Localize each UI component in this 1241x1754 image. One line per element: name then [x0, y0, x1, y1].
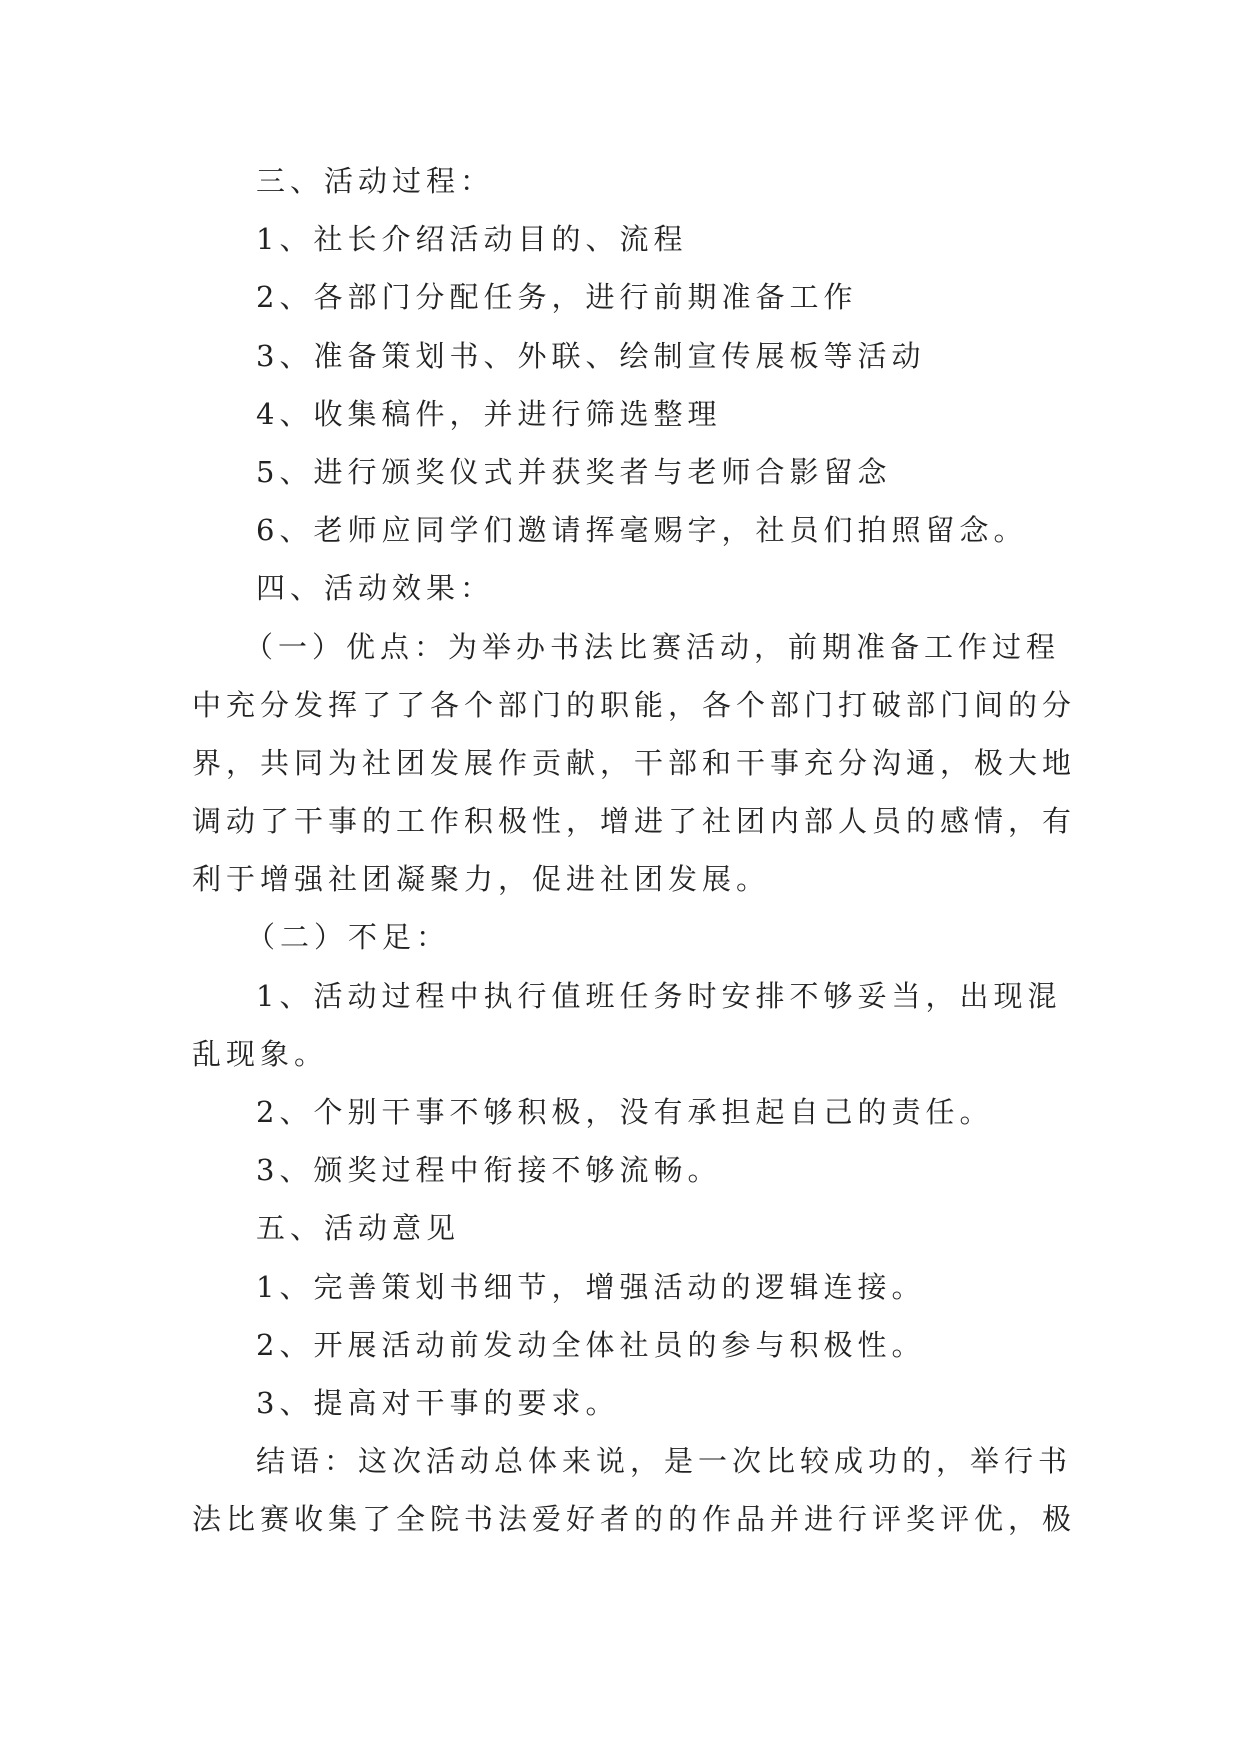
section-heading-process: 三、活动过程： [256, 164, 495, 198]
strengths-paragraph-line: 调动了干事的工作积极性，增进了社团内部人员的感情，有 [192, 804, 1077, 839]
strengths-paragraph-line: 中充分发挥了了各个部门的职能，各个部门打破部门间的分 [192, 687, 1077, 722]
conclusion-paragraph-line: 法比赛收集了全院书法爱好者的的作品并进行评奖评优，极 [192, 1502, 1077, 1537]
process-item-2: 2、各部门分配任务，进行前期准备工作 [256, 280, 858, 315]
strengths-paragraph-line: 利于增强社团凝聚力，促进社团发展。 [192, 862, 771, 897]
weakness-item-2: 2、个别干事不够积极，没有承担起自己的责任。 [256, 1095, 994, 1129]
weakness-item-1-continued: 乱现象。 [192, 1036, 329, 1071]
suggestion-item-2: 2、开展活动前发动全体社员的参与积极性。 [256, 1327, 926, 1362]
weakness-item-1: 1、活动过程中执行值班任务时安排不够妥当，出现混 [256, 978, 1062, 1013]
weakness-item-3: 3、颁奖过程中衔接不够流畅。 [256, 1153, 722, 1188]
document-body [192, 152, 1077, 1549]
section-heading-effect: 四、活动效果： [256, 571, 495, 606]
suggestion-item-3: 3、提高对干事的要求。 [256, 1385, 620, 1420]
process-item-4: 4、收集稿件，并进行筛选整理 [256, 396, 722, 431]
conclusion-paragraph-line: 结语：这次活动总体来说，是一次比较成功的，举行书 [256, 1444, 1073, 1479]
process-item-1: 1、社长介绍活动目的、流程 [256, 222, 688, 257]
suggestion-item-1: 1、完善策划书细节，增强活动的逻辑连接。 [256, 1269, 926, 1304]
strengths-paragraph-line: 界，共同为社团发展作贡献，干部和干事充分沟通，极大地 [192, 745, 1077, 780]
subheading-weaknesses: （二）不足： [246, 920, 451, 955]
process-item-5: 5、进行颁奖仪式并获奖者与老师合影留念 [256, 454, 892, 489]
section-heading-suggestions: 五、活动意见 [256, 1211, 461, 1246]
process-item-6: 6、老师应同学们邀请挥毫赐字，社员们拍照留念。 [256, 513, 1028, 548]
process-item-3: 3、准备策划书、外联、绘制宣传展板等活动 [256, 338, 926, 373]
strengths-paragraph-line: （一）优点：为举办书法比赛活动，前期准备工作过程 [244, 629, 1061, 664]
